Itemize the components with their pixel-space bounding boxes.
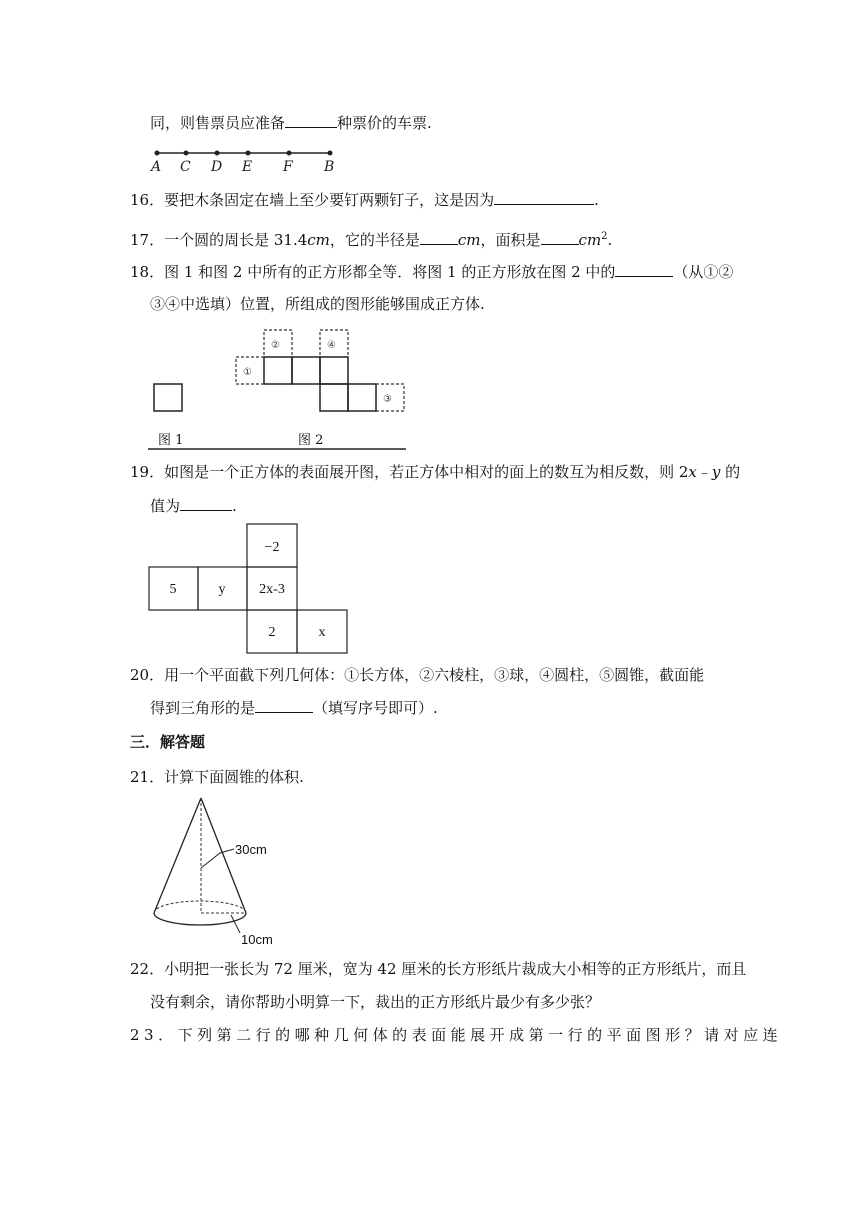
q15-line: 同，则售票员应准备 种票价的车票. xyxy=(150,114,432,132)
answer-blank xyxy=(420,230,458,245)
cone-height-label: 30cm xyxy=(235,842,267,857)
point-label-f: F xyxy=(283,159,293,175)
question-22-line2: 没有剩余，请你帮助小明算一下，裁出的正方形纸片最少有多少张？ xyxy=(150,993,601,1011)
question-23: 23．下列第二行的哪种几何体的表面能展开成第一行的平面图形？请对应连 xyxy=(130,1026,783,1044)
answer-blank xyxy=(285,113,337,128)
question-20-line1: 20．用一个平面截下列几何体：①长方体，②六棱柱，③球，④圆柱，⑤圆锥，截面能 xyxy=(130,666,705,684)
question-22-line1: 22．小明把一张长为 72 厘米，宽为 42 厘米的长方形纸片裁成大小相等的正方形纸片，而且 xyxy=(130,960,747,978)
question-18-line1: 18．图 1 和图 2 中所有的正方形都全等．将图 1 的正方形放在图 2 中的 （从①② xyxy=(130,263,734,281)
figure-1-caption: 图 1 xyxy=(158,433,184,448)
point-label-c: C xyxy=(180,159,191,175)
answer-blank xyxy=(494,190,594,205)
position-2-label: ② xyxy=(271,340,280,351)
answer-blank xyxy=(180,496,232,511)
face-neg2: −2 xyxy=(264,540,280,555)
cube-net-figure xyxy=(148,328,410,452)
question-18-line2: ③④中选填）位置，所组成的图形能够围成正方体. xyxy=(150,295,485,313)
answer-blank xyxy=(541,230,579,245)
segment-figure xyxy=(145,145,345,177)
face-2: 2 xyxy=(268,625,276,640)
cone-figure xyxy=(148,793,288,949)
point-label-b: B xyxy=(324,159,335,175)
face-x: x xyxy=(318,625,326,640)
cone-radius-label: 10cm xyxy=(241,932,273,947)
answer-blank xyxy=(255,698,313,713)
face-y: y xyxy=(218,582,226,597)
figure-2-caption: 图 2 xyxy=(298,433,324,448)
position-1-label: ① xyxy=(243,367,252,378)
position-4-label: ④ xyxy=(327,340,336,351)
point-label-a: A xyxy=(151,159,162,175)
point-label-e: E xyxy=(242,159,253,175)
question-16: 16．要把木条固定在墙上至少要钉两颗钉子，这是因为 . xyxy=(130,191,599,209)
face-5: 5 xyxy=(169,582,177,597)
face-2x-3: 2x-3 xyxy=(259,582,285,597)
position-3-label: ③ xyxy=(383,394,392,405)
section-heading: 三．解答题 xyxy=(130,733,206,751)
question-17: 17．一个圆的周长是 31.4cm，它的半径是 cm，面积是 $cm^2$. xyxy=(130,231,613,249)
point-label-d: D xyxy=(211,159,223,175)
answer-blank xyxy=(615,262,673,277)
question-21: 21．计算下面圆锥的体积. xyxy=(130,768,304,786)
cube-net-numbers-figure xyxy=(148,522,350,654)
question-19-line1: 19．如图是一个正方体的表面展开图，若正方体中相对的面上的数互为相反数，则 2x﹣y 的 xyxy=(130,463,741,481)
question-20-line2: 得到三角形的是 （填写序号即可）. xyxy=(150,699,438,717)
question-19-line2: 值为 . xyxy=(150,497,237,515)
